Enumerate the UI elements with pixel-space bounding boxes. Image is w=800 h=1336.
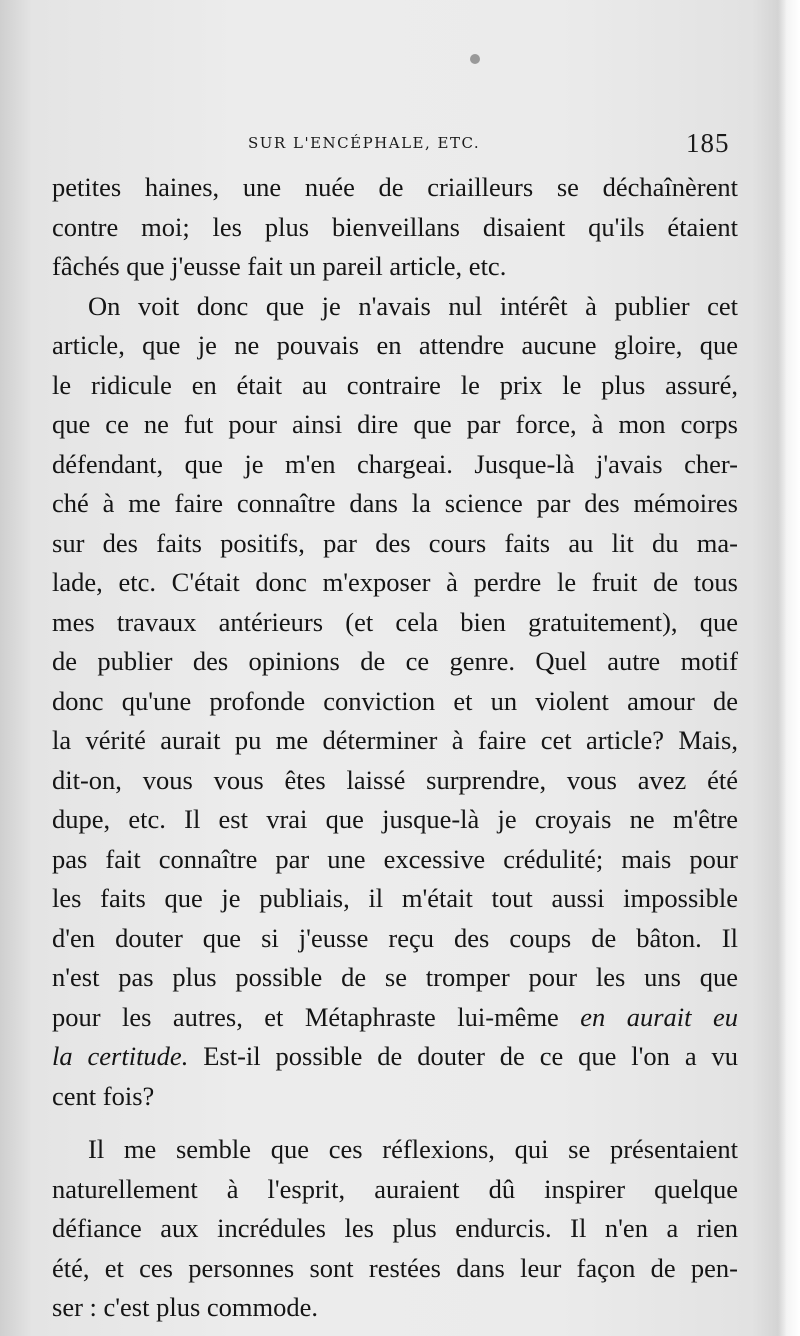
text-line: les faits que je publiais, il m'était tout aussi impossible	[52, 883, 738, 913]
text-line: pas fait connaître par une excessive crédulité; mais pour	[52, 843, 738, 874]
text-line: dit-on, vous vous êtes laissé surprendre, vous avez été	[52, 764, 738, 795]
paragraph-2	[52, 287, 738, 1117]
text-line: petites haines, une nuée de criailleurs se déchaînèrent	[52, 172, 738, 202]
text-line: cent fois?	[52, 1080, 155, 1111]
page-number: 185	[686, 128, 730, 158]
text-line: la vérité aurait pu me déterminer à faire cet article? Mais,	[52, 725, 738, 755]
text-line: article, que je ne pouvais en attendre aucune gloire, que	[52, 330, 738, 360]
text-line: dupe, etc. Il est vrai que jusque-là je croyais ne m'être	[52, 804, 738, 834]
paragraph-3	[52, 1130, 738, 1328]
italic-phrase: la certitude.	[52, 1041, 189, 1071]
text-line: sur des faits positifs, par des cours faits au lit du ma-	[52, 527, 738, 558]
text-line: défiance aux incrédules les plus endurcis. Il n'en a rien	[52, 1213, 738, 1243]
text-line: ser : c'est plus commode.	[52, 1292, 319, 1322]
italic-phrase: en aurait eu	[580, 1001, 738, 1032]
text-line: d'en douter que si j'eusse reçu des coups de bâton. Il	[52, 922, 738, 953]
text-line: défendant, que je m'en chargeai. Jusque-là j'avais cher-	[52, 448, 738, 479]
text-line-italic	[52, 1037, 738, 1077]
text-line: mes travaux antérieurs (et cela bien gratuitement), que	[52, 606, 738, 637]
text-line: lade, etc. C'était donc m'exposer à perdre le fruit de tous	[52, 567, 738, 597]
text-line: naturellement à l'esprit, auraient dû inspirer quelque	[52, 1173, 738, 1204]
text-line: n'est pas plus possible de se tromper pour les uns que	[52, 962, 738, 992]
page-edge-shadow	[778, 0, 800, 1336]
ink-speck	[470, 54, 480, 64]
text-line: Il me semble que ces réflexions, qui se présentaient	[88, 1134, 738, 1164]
paragraph-1	[52, 168, 738, 287]
running-head: SUR L'ENCÉPHALE, ETC.	[248, 134, 481, 152]
text-line: contre moi; les plus bienveillans disaient qu'ils étaient	[52, 211, 738, 242]
text-segment: pour les autres, et Métaphraste lui-même	[52, 1001, 581, 1032]
text-line-italic	[52, 998, 738, 1038]
text-line: le ridicule en était au contraire le prix le plus assuré,	[52, 369, 738, 400]
text-line: été, et ces personnes sont restées dans leur façon de pen-	[52, 1252, 738, 1283]
body-text	[52, 168, 738, 1328]
text-line: ché à me faire connaître dans la science par des mémoires	[52, 488, 738, 518]
text-line: On voit donc que je n'avais nul intérêt à publier cet	[88, 290, 738, 321]
page-header	[0, 128, 800, 162]
text-line: de publier des opinions de ce genre. Quel autre motif	[52, 646, 738, 676]
text-line: que ce ne fut pour ainsi dire que par force, à mon corps	[52, 409, 738, 439]
text-segment: Est-il possible de douter de ce que l'on a vu	[188, 1041, 738, 1071]
text-line: donc qu'une profonde conviction et un violent amour de	[52, 685, 738, 716]
text-line: fâchés que j'eusse fait un pareil article, etc.	[52, 251, 507, 281]
